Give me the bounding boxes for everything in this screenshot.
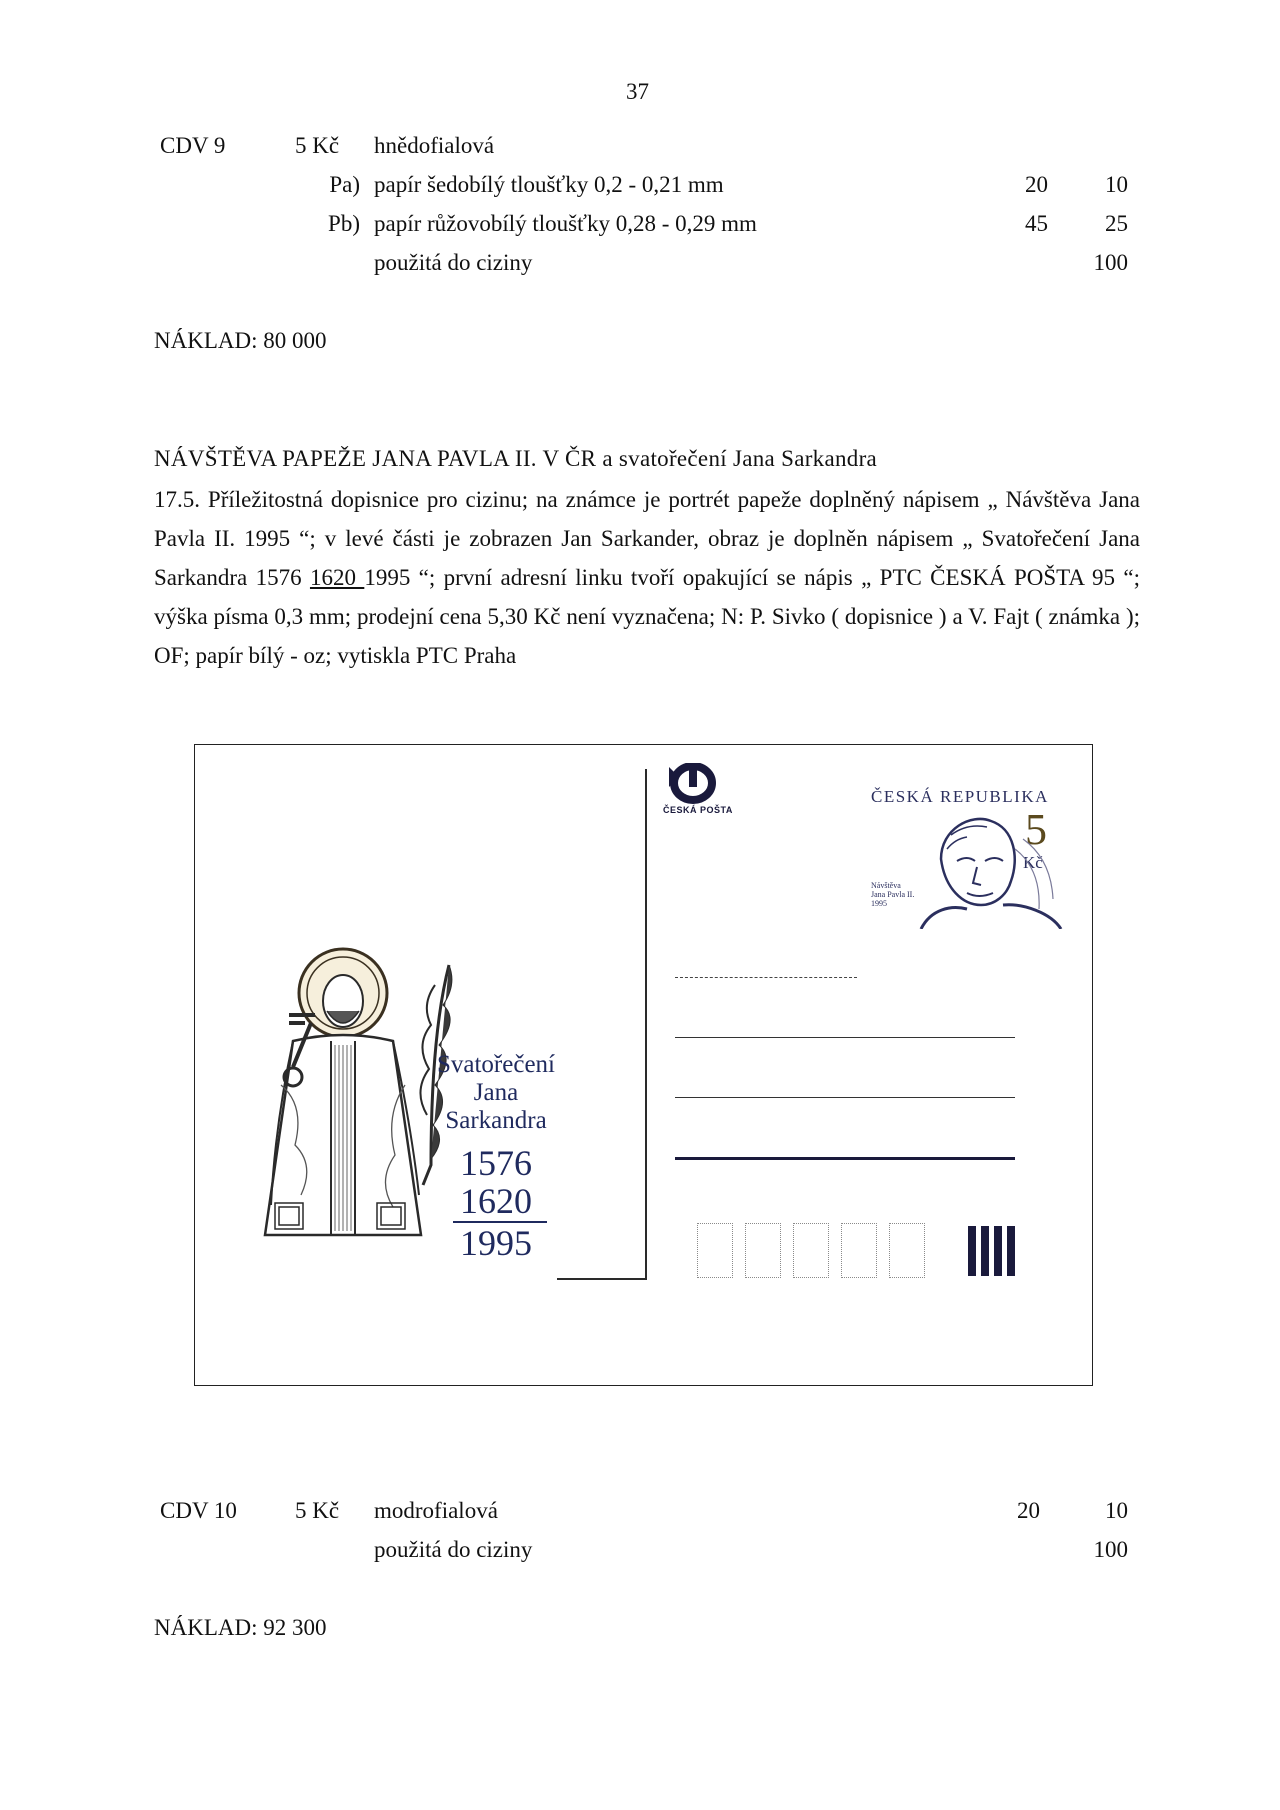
description-part: 1995 “; první adresní linku tvoří opakující se nápis „ PTC ČESKÁ POŠTA 95 “; výška písma 0,3 mm; prodejní cena 5,30 Kč není vyznačena; N: P. Sivko ( dopisnice ) a V. Fajt ( známka ); OF; papír bílý - oz; vytiskla PTC Praha: [154, 565, 1140, 668]
entry-code: CDV 10: [160, 1498, 237, 1523]
postcard-divider: [645, 769, 647, 1279]
price-used: 10: [1105, 172, 1128, 197]
entry-color: hnědofialová: [374, 133, 495, 158]
address-line-repeated-text: [675, 977, 857, 978]
divider-foot: [557, 1278, 647, 1280]
variant-text: papír šedobílý tloušťky 0,2 - 0,21 mm: [374, 172, 724, 197]
stamp-country: ČESKÁ REPUBLIKA: [871, 787, 1049, 806]
entry-color: modrofialová: [374, 1498, 498, 1523]
postcard-illustration: [194, 744, 1093, 1386]
entry-value: 5 Kč: [295, 1498, 340, 1523]
sarkander-title-line: Sarkandra: [445, 1107, 547, 1134]
address-line: [675, 1097, 1015, 1098]
logo-text: ČESKÁ POŠTA: [663, 805, 733, 815]
price-used: 100: [1093, 250, 1128, 275]
bar-mark: [981, 1226, 989, 1276]
postal-code-box: [745, 1223, 781, 1278]
variant-label: Pb): [328, 211, 360, 236]
postal-code-box: [889, 1223, 925, 1278]
description-underlined-year: 1620: [309, 565, 365, 590]
address-line-bold: [675, 1157, 1015, 1160]
price-mint: 20: [1025, 172, 1048, 197]
print-run: NÁKLAD: 92 300: [154, 1615, 327, 1640]
stamp-value: 5: [1025, 805, 1047, 854]
price-mint: 45: [1025, 211, 1048, 236]
bar-mark: [994, 1226, 1002, 1276]
variant-text: použitá do ciziny: [374, 1537, 533, 1562]
pope-portrait-icon: [911, 805, 1071, 929]
postal-code-box: [793, 1223, 829, 1278]
stamp-currency: Kč: [1023, 853, 1043, 872]
variant-text: použitá do ciziny: [374, 250, 533, 275]
variant-label: Pa): [329, 172, 360, 197]
price-mint: 20: [1017, 1498, 1040, 1523]
sarkander-year: 1995: [460, 1223, 532, 1263]
print-run: NÁKLAD: 80 000: [154, 328, 327, 353]
description-part: 17.5. Příležitostná dopisnice pro cizinu; na známce je portrét papeže doplněný nápisem „ Návštěva Jana Pavla II. 1995 “; v levé části je zobrazen Jan Sarkander, obraz je doplněn nápisem „ Svatořečení Jana Sarkandra 1576: [154, 487, 1140, 590]
address-line: [675, 1037, 1015, 1038]
postal-code-box: [841, 1223, 877, 1278]
price-used: 25: [1105, 211, 1128, 236]
entry-value: 5 Kč: [295, 133, 340, 158]
section-title: NÁVŠTĚVA PAPEŽE JANA PAVLA II. V ČR a svatořečení Jana Sarkandra: [154, 446, 878, 471]
stamp-caption: Návštěva Jana Pavla II. 1995: [871, 881, 915, 908]
bar-mark: [968, 1226, 976, 1276]
sarkander-title-line: Jana: [473, 1079, 519, 1106]
horn-logo-icon: [665, 763, 723, 805]
page-number: 37: [626, 79, 649, 104]
sarkander-title-line: Svatořečení: [436, 1051, 555, 1078]
section-description: [154, 480, 1140, 675]
price-used: 100: [1093, 1537, 1128, 1562]
sarkander-year: 1576: [460, 1143, 532, 1183]
entry-code: CDV 9: [160, 133, 226, 158]
bar-mark: [1007, 1226, 1015, 1276]
price-used: 10: [1105, 1498, 1128, 1523]
sarkander-year: 1620: [460, 1181, 532, 1221]
variant-text: papír růžovobílý tloušťky 0,28 - 0,29 mm: [374, 211, 757, 236]
postal-code-box: [697, 1223, 733, 1278]
